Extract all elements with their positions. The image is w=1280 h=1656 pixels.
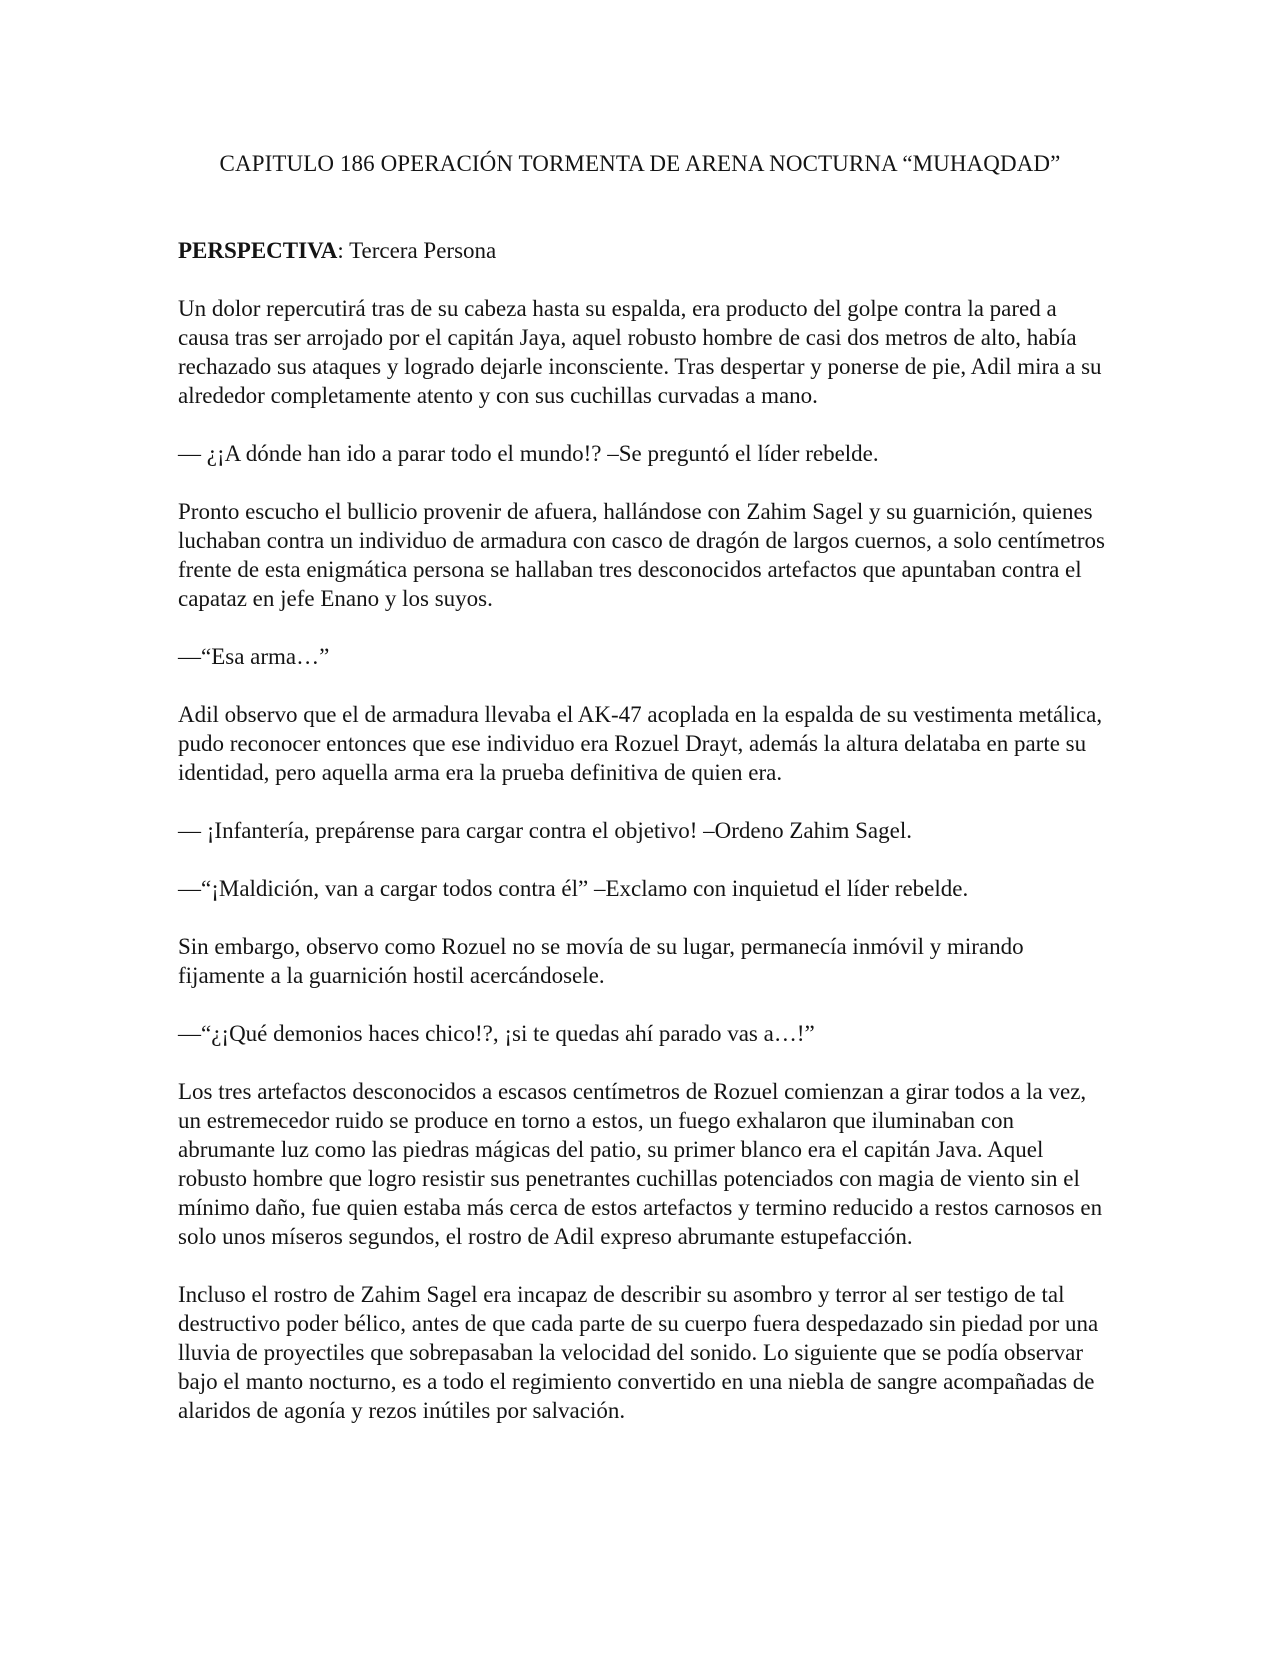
paragraph-7: —“¡Maldición, van a cargar todos contra él” –Exclamo con inquietud el líder rebelde. — [178, 876, 969, 901]
perspective-label: PERSPECTIVA — [178, 238, 338, 263]
perspective-value: : Tercera Persona — [337, 238, 497, 263]
chapter-title: CAPITULO 186 OPERACIÓN TORMENTA DE ARENA NOCTURNA “MUHAQDAD” — [219, 151, 1061, 176]
paragraph-9: —“¿¡Qué demonios haces chico!?, ¡si te quedas ahí parado vas a…!” — [178, 1021, 815, 1046]
paragraph-5: Adil observo que el de armadura llevaba el AK-47 acoplada en la espalda de su vestimenta metálica, pudo reconocer entonces que ese individuo era Rozuel Drayt, además la altura delataba en parte su identidad, pero aquella arma era la prueba definitiva de quien era. — [178, 702, 1103, 785]
paragraph-11: Incluso el rostro de Zahim Sagel era incapaz de describir su asombro y terror al ser testigo de tal destructivo poder bélico, antes de que cada parte de su cuerpo fuera despedazado sin piedad por una lluvia de proyectiles que sobrepasaban la velocidad del sonido. Lo siguiente que se podía observar bajo el manto nocturno, es a todo el regimiento convertido en una niebla de sangre acompañadas de alaridos de agonía y rezos inútiles por salvación. — [178, 1282, 1099, 1423]
paragraph-4: —“Esa arma…” — [178, 644, 330, 669]
perspective-line — [178, 236, 1108, 265]
paragraph-3: Pronto escucho el bullicio provenir de afuera, hallándose con Zahim Sagel y su guarnición, quienes luchaban contra un individuo de armadura con casco de dragón de largos cuernos, a solo centímetros frente de esta enigmática persona se hallaban tres desconocidos artefactos que apuntaban contra el capataz en jefe Enano y los suyos. — [178, 499, 1105, 611]
paragraph-8: Sin embargo, observo como Rozuel no se movía de su lugar, permanecía inmóvil y mirando fijamente a la guarnición hostil acercándosele. — [178, 934, 1024, 988]
paragraph-1: Un dolor repercutirá tras de su cabeza hasta su espalda, era producto del golpe contra la pared a causa tras ser arrojado por el capitán Jaya, aquel robusto hombre de casi dos metros de alto, había rechazado sus ataques y logrado dejarle inconsciente. Tras despertar y ponerse de pie, Adil mira a su alrededor completamente atento y con sus cuchillas curvadas a mano. — [178, 296, 1102, 408]
document-body — [178, 236, 1108, 1454]
paragraph-2: — ¿¡A dónde han ido a parar todo el mundo!? –Se preguntó el líder rebelde. — [178, 441, 879, 466]
paragraph-6: — ¡Infantería, prepárense para cargar contra el objetivo! –Ordeno Zahim Sagel. — [178, 818, 912, 843]
paragraph-10: Los tres artefactos desconocidos a escasos centímetros de Rozuel comienzan a girar todos a la vez, un estremecedor ruido se produce en torno a estos, un fuego exhalaron que iluminaban con abrumante luz como las piedras mágicas del patio, su primer blanco era el capitán Java. Aquel robusto hombre que logro resistir sus penetrantes cuchillas potenciados con magia de viento sin el mínimo daño, fue quien estaba más cerca de estos artefactos y termino reducido a restos carnosos en solo unos míseros segundos, el rostro de Adil expreso abrumante estupefacción. — [178, 1079, 1103, 1249]
